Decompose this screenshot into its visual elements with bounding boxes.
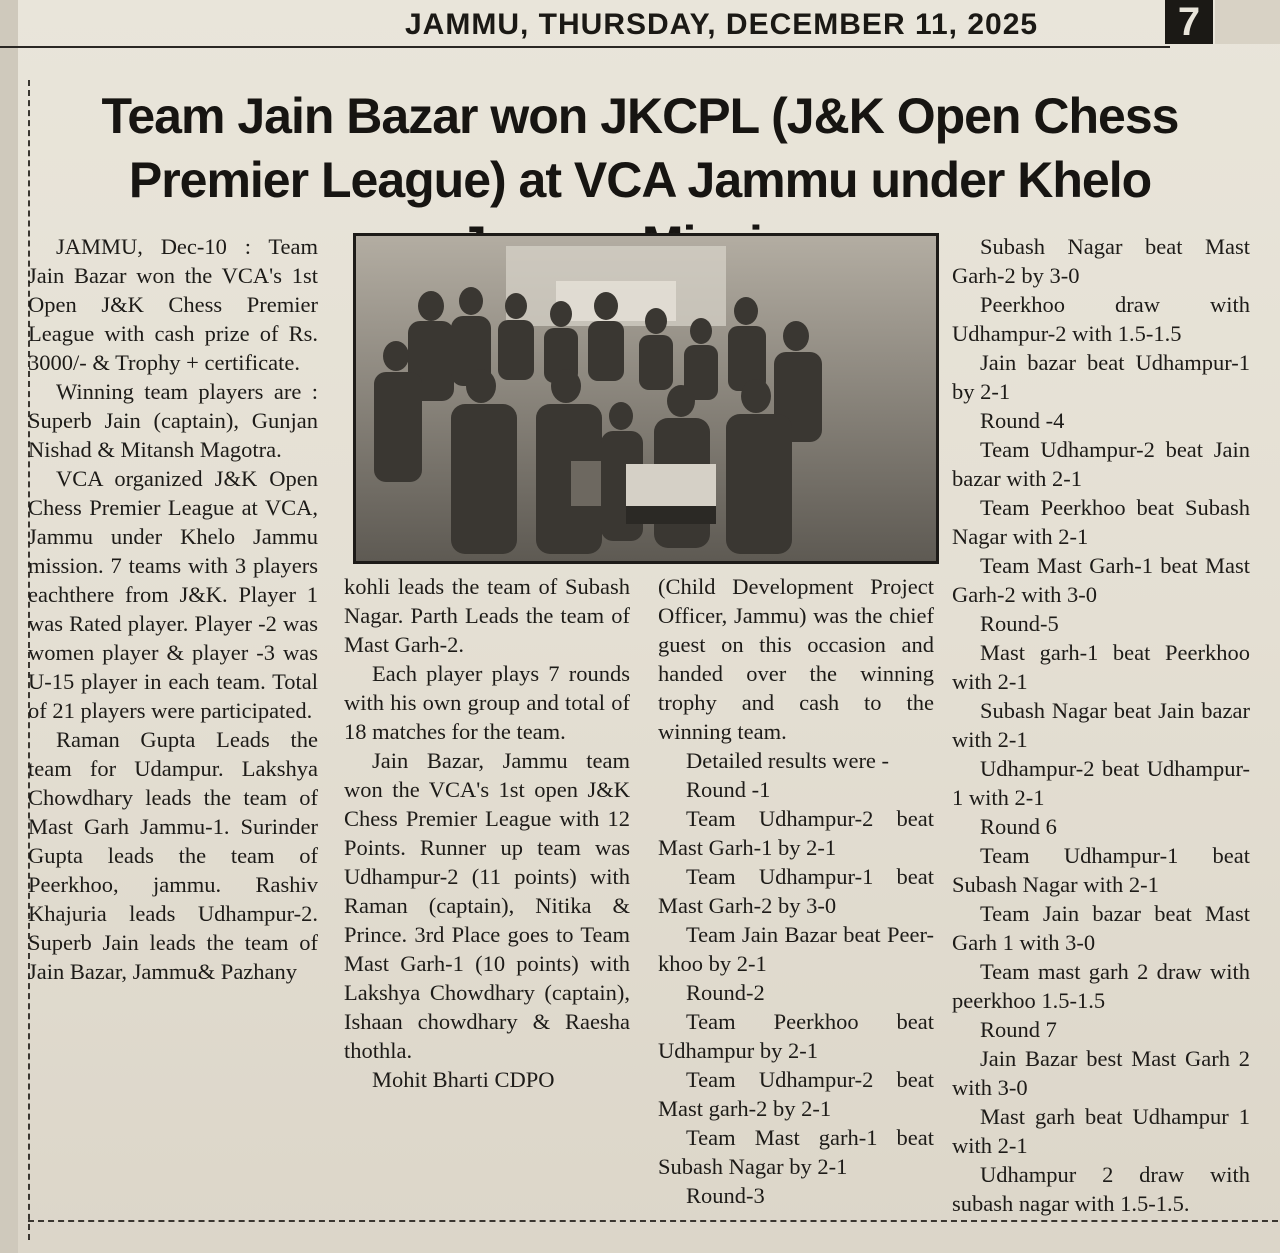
paragraph: Team Udhampur-2 beat Mast Garh-1 by 2-1 [658, 806, 934, 860]
team-photo [353, 233, 939, 564]
article-column-4 [952, 232, 1250, 1218]
paragraph: Detailed results were - [686, 748, 890, 773]
paragraph: Round-3 [686, 1183, 765, 1208]
paragraph: Team Udhampur-1 beat Mast Garh-2 by 3-0 [658, 864, 934, 918]
paragraph: Udhampur 2 draw with subash nagar with 1.5-1.5. [952, 1162, 1250, 1216]
paragraph: JAMMU, Dec-10 : Team Jain Bazar won the VCA's 1st Open J&K Chess Premier League with cash prize of Rs. 3000/- & Trophy + certificate. [28, 234, 318, 375]
paragraph: VCA organized J&K Open Chess Premier League at VCA, Jammu under Khelo Jammu mission. 7 teams with 3 players eachthere from J&K. Player 1 was Rated player. Player -2 was women player & player -3 was U-15 player in each team. Total of 21 players were participated. [28, 466, 318, 723]
article-column-2 [344, 572, 630, 1094]
paragraph: kohli leads the team of Subash Nagar. Parth Leads the team of Mast Garh-2. [344, 574, 630, 657]
date-line: JAMMU, THURSDAY, DECEMBER 11, 2025 [405, 8, 1039, 41]
paragraph: Team Udhampur-2 beat Mast garh-2 by 2-1 [658, 1067, 934, 1121]
paragraph: Subash Nagar beat Mast Garh-2 by 3-0 [952, 234, 1250, 288]
paragraph: Team Udhampur-1 beat Subash Nagar with 2-1 [952, 843, 1250, 897]
header-rule [0, 46, 1170, 48]
article-column-3 [658, 572, 934, 1210]
article-headline: Team Jain Bazar won JKCPL (J&K Open Chess Premier League) at VCA Jammu under Khelo [101, 88, 1179, 208]
paragraph: Round 6 [980, 814, 1057, 839]
paragraph: Team Peerkhoo beat Udhampur by 2-1 [658, 1009, 934, 1063]
paragraph: Raman Gupta Leads the team for Udampur. Lakshya Chowdhary leads the team of Mast Garh Jammu-1. Surinder Gupta leads the team of Peerkhoo, jammu. Rashiv Khajuria leads Udhampur-2. Superb Jain leads the team of Jain Bazar, Jammu& Pazhany [28, 727, 318, 984]
paragraph: Round-2 [686, 980, 765, 1005]
paragraph: Team Mast garh-1 beat Subash Nagar by 2-1 [658, 1125, 934, 1179]
paragraph: Mohit Bharti CDPO [372, 1067, 555, 1092]
paragraph: Subash Nagar beat Jain bazar with 2-1 [952, 698, 1250, 752]
paragraph: Round 7 [980, 1017, 1057, 1042]
paragraph: Team Jain Bazar beat Peer-khoo by 2-1 [658, 922, 934, 976]
paragraph: Udhampur-2 beat Udhampur-1 with 2-1 [952, 756, 1250, 810]
bottom-divider [28, 1220, 1278, 1222]
paragraph: (Child Development Project Officer, Jammu) was the chief guest on this occasion and handed over the winning trophy and cash to the winning team. [658, 574, 934, 744]
header-bar [1215, 0, 1280, 44]
paragraph: Jain Bazar best Mast Garh 2 with 3-0 [952, 1046, 1250, 1100]
paragraph: Team Mast Garh-1 beat Mast Garh-2 with 3-0 [952, 553, 1250, 607]
paragraph: Mast garh-1 beat Peerkhoo with 2-1 [952, 640, 1250, 694]
paragraph: Team Udhampur-2 beat Jain bazar with 2-1 [952, 437, 1250, 491]
paragraph: Round -1 [686, 777, 771, 802]
paragraph: Team Peerkhoo beat Subash Nagar with 2-1 [952, 495, 1250, 549]
paragraph: Each player plays 7 rounds with his own group and total of 18 matches for the team. [344, 661, 630, 744]
paragraph: Team Jain bazar beat Mast Garh 1 with 3-0 [952, 901, 1250, 955]
page-edge [0, 0, 18, 1253]
paragraph: Mast garh beat Udhampur 1 with 2-1 [952, 1104, 1250, 1158]
paragraph: Winning team players are : Superb Jain (captain), Gunjan Nishad & Mitansh Magotra. [28, 379, 318, 462]
paragraph: Team mast garh 2 draw with peerkhoo 1.5-1.5 [952, 959, 1250, 1013]
article-column-1 [28, 232, 318, 986]
paragraph: Peerkhoo draw with Udhampur-2 with 1.5-1.5 [952, 292, 1250, 346]
paragraph: Round -4 [980, 408, 1065, 433]
paragraph: Jain Bazar, Jammu team won the VCA's 1st open J&K Chess Premier League with 12 Points. Runner up team was Udhampur-2 (11 points) with Raman (captain), Nitika & Prince. 3rd Place goes to Team Mast Garh-1 (10 points) with Lakshya Chowdhary (captain), Ishaan chowdhary & Raesha thothla. [344, 748, 630, 1063]
paragraph: Round-5 [980, 611, 1059, 636]
paragraph: Jain bazar beat Udhampur-1 by 2-1 [952, 350, 1250, 404]
page-number: 7 [1165, 0, 1213, 44]
